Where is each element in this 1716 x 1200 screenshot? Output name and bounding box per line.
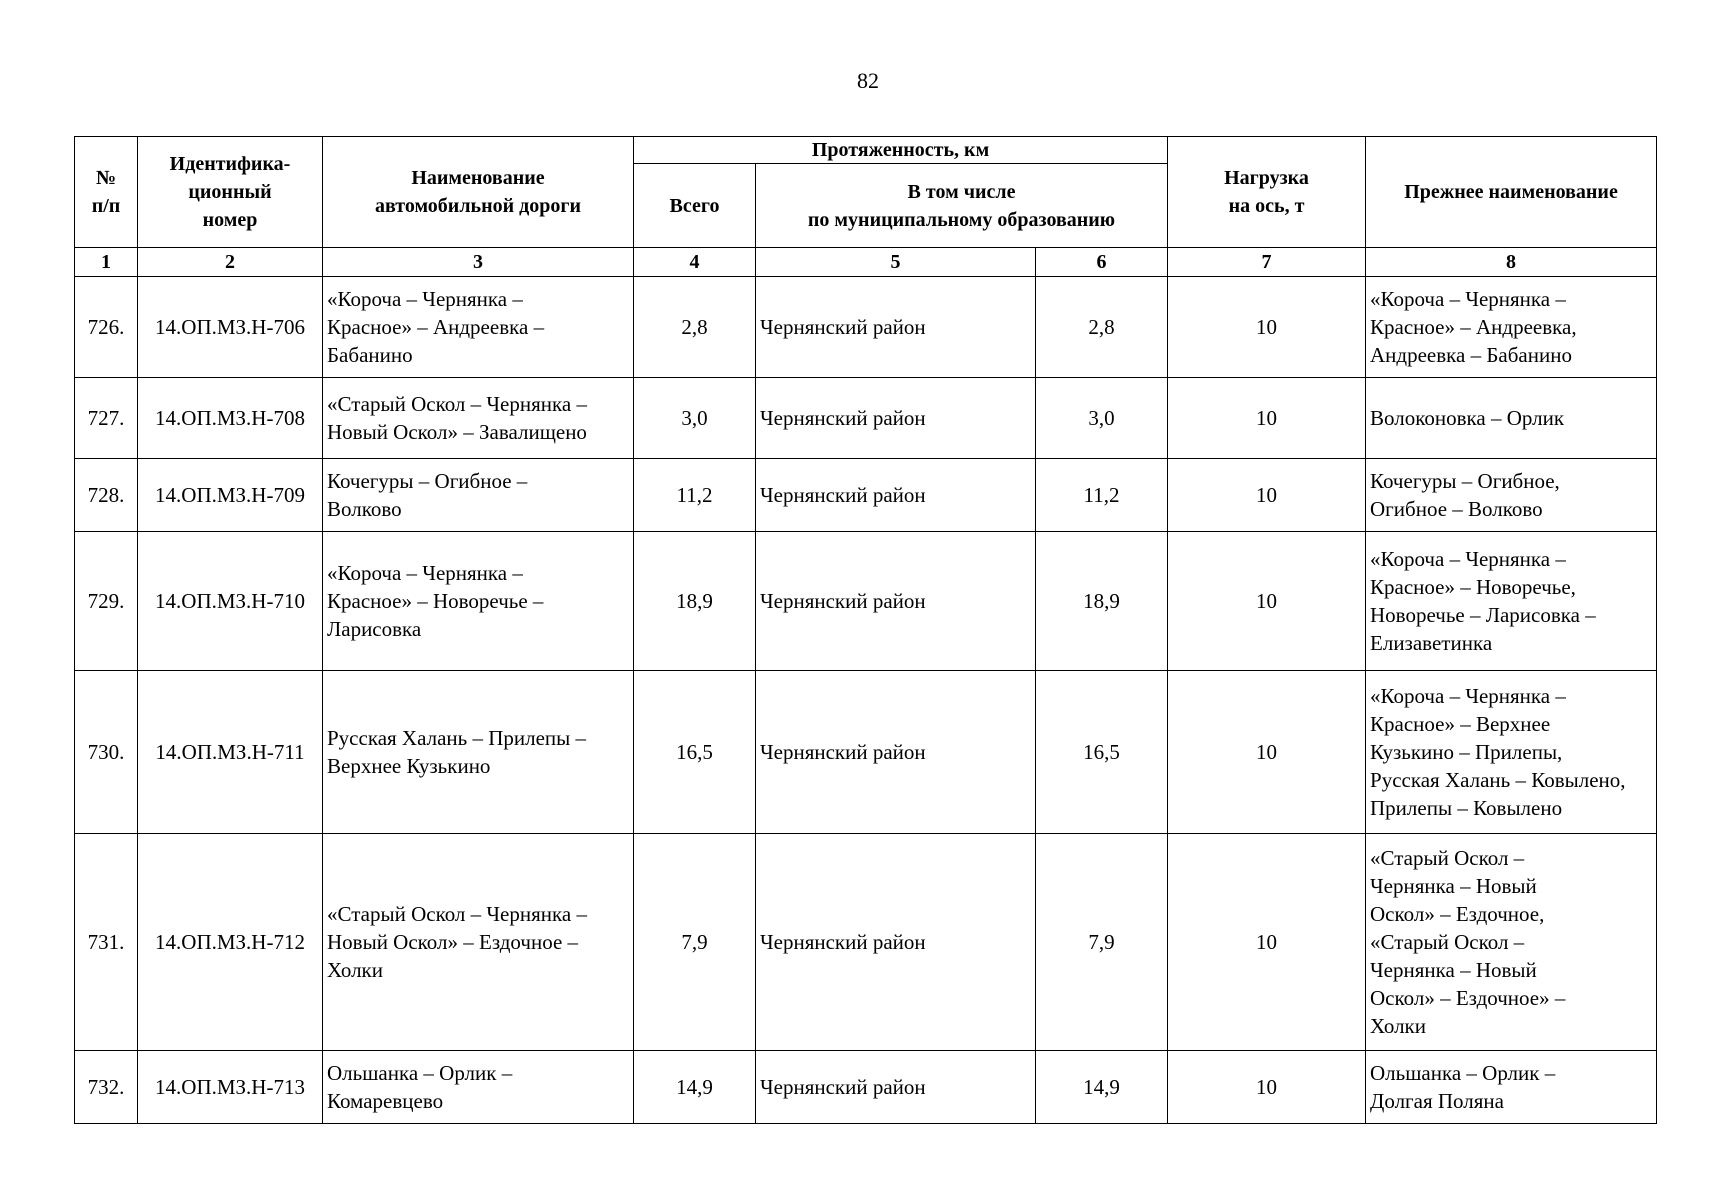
row-road-name: Кочегуры – Огибное – Волково xyxy=(323,459,634,532)
row-road-name: «Короча – Чернянка – Красное» – Новоречье – Ларисовка xyxy=(323,532,634,671)
row-municipal-length: 2,8 xyxy=(1036,277,1168,378)
row-road-name: «Короча – Чернянка – Красное» – Андреевка – Бабанино xyxy=(323,277,634,378)
row-total: 16,5 xyxy=(634,671,756,834)
row-axle-load: 10 xyxy=(1168,532,1366,671)
row-num: 729. xyxy=(75,532,138,671)
row-municipal-length: 16,5 xyxy=(1036,671,1168,834)
header-num: № п/п xyxy=(75,137,138,248)
row-municipality: Чернянский район xyxy=(756,834,1036,1051)
table-row xyxy=(75,834,1657,1051)
row-id: 14.ОП.МЗ.Н-711 xyxy=(138,671,323,834)
row-municipality: Чернянский район xyxy=(756,378,1036,459)
row-total: 2,8 xyxy=(634,277,756,378)
row-former-name: Ольшанка – Орлик – Долгая Поляна xyxy=(1366,1051,1657,1124)
column-number: 5 xyxy=(756,248,1036,277)
row-municipality: Чернянский район xyxy=(756,671,1036,834)
column-number: 2 xyxy=(138,248,323,277)
row-road-name: Русская Халань – Прилепы – Верхнее Кузькино xyxy=(323,671,634,834)
row-num: 731. xyxy=(75,834,138,1051)
table-row xyxy=(75,532,1657,671)
header-id: Идентифика- ционный номер xyxy=(138,137,323,248)
row-former-name: «Короча – Чернянка – Красное» – Новоречье, Новоречье – Ларисовка – Елизаветинка xyxy=(1366,532,1657,671)
column-number: 4 xyxy=(634,248,756,277)
table-row xyxy=(75,459,1657,532)
row-former-name: «Короча – Чернянка – Красное» – Андреевка, Андреевка – Бабанино xyxy=(1366,277,1657,378)
row-municipal-length: 3,0 xyxy=(1036,378,1168,459)
row-axle-load: 10 xyxy=(1168,459,1366,532)
table-row xyxy=(75,671,1657,834)
table-row xyxy=(75,277,1657,378)
column-number: 8 xyxy=(1366,248,1657,277)
row-id: 14.ОП.МЗ.Н-712 xyxy=(138,834,323,1051)
row-axle-load: 10 xyxy=(1168,671,1366,834)
row-road-name: «Старый Оскол – Чернянка – Новый Оскол» – Ездочное – Холки xyxy=(323,834,634,1051)
header-axle-load: Нагрузка на ось, т xyxy=(1168,137,1366,248)
row-axle-load: 10 xyxy=(1168,277,1366,378)
page-number: 82 xyxy=(857,68,879,93)
header-former-name: Прежнее наименование xyxy=(1366,137,1657,248)
row-former-name: «Старый Оскол – Чернянка – Новый Оскол» – Ездочное, «Старый Оскол – Чернянка – Новый Оскол» – Ездочное» – Холки xyxy=(1366,834,1657,1051)
row-road-name: «Старый Оскол – Чернянка – Новый Оскол» – Завалищено xyxy=(323,378,634,459)
row-num: 732. xyxy=(75,1051,138,1124)
column-number: 7 xyxy=(1168,248,1366,277)
column-number: 1 xyxy=(75,248,138,277)
row-id: 14.ОП.МЗ.Н-710 xyxy=(138,532,323,671)
column-numbers-row xyxy=(75,248,1657,277)
row-num: 726. xyxy=(75,277,138,378)
row-axle-load: 10 xyxy=(1168,378,1366,459)
table-row xyxy=(75,378,1657,459)
row-axle-load: 10 xyxy=(1168,834,1366,1051)
row-id: 14.ОП.МЗ.Н-709 xyxy=(138,459,323,532)
row-total: 14,9 xyxy=(634,1051,756,1124)
row-axle-load: 10 xyxy=(1168,1051,1366,1124)
column-number: 3 xyxy=(323,248,634,277)
roads-table xyxy=(74,136,1657,1124)
row-municipal-length: 11,2 xyxy=(1036,459,1168,532)
table-row xyxy=(75,1051,1657,1124)
row-municipality: Чернянский район xyxy=(756,532,1036,671)
header-total: Всего xyxy=(634,164,756,248)
row-municipal-length: 18,9 xyxy=(1036,532,1168,671)
column-number: 6 xyxy=(1036,248,1168,277)
header-including: В том числе по муниципальному образованию xyxy=(756,164,1168,248)
row-num: 730. xyxy=(75,671,138,834)
row-former-name: «Короча – Чернянка – Красное» – Верхнее Кузькино – Прилепы, Русская Халань – Ковылено, Прилепы – Ковылено xyxy=(1366,671,1657,834)
row-municipality: Чернянский район xyxy=(756,277,1036,378)
row-municipal-length: 14,9 xyxy=(1036,1051,1168,1124)
row-id: 14.ОП.МЗ.Н-706 xyxy=(138,277,323,378)
row-municipality: Чернянский район xyxy=(756,459,1036,532)
row-total: 7,9 xyxy=(634,834,756,1051)
row-municipality: Чернянский район xyxy=(756,1051,1036,1124)
row-total: 3,0 xyxy=(634,378,756,459)
header-length-group: Протяженность, км xyxy=(634,137,1168,164)
row-num: 727. xyxy=(75,378,138,459)
row-num: 728. xyxy=(75,459,138,532)
row-id: 14.ОП.МЗ.Н-713 xyxy=(138,1051,323,1124)
row-id: 14.ОП.МЗ.Н-708 xyxy=(138,378,323,459)
row-former-name: Кочегуры – Огибное, Огибное – Волково xyxy=(1366,459,1657,532)
header-road-name: Наименование автомобильной дороги xyxy=(323,137,634,248)
row-total: 18,9 xyxy=(634,532,756,671)
row-total: 11,2 xyxy=(634,459,756,532)
row-road-name: Ольшанка – Орлик – Комаревцево xyxy=(323,1051,634,1124)
header-row-top xyxy=(75,137,1657,164)
row-former-name: Волоконовка – Орлик xyxy=(1366,378,1657,459)
row-municipal-length: 7,9 xyxy=(1036,834,1168,1051)
